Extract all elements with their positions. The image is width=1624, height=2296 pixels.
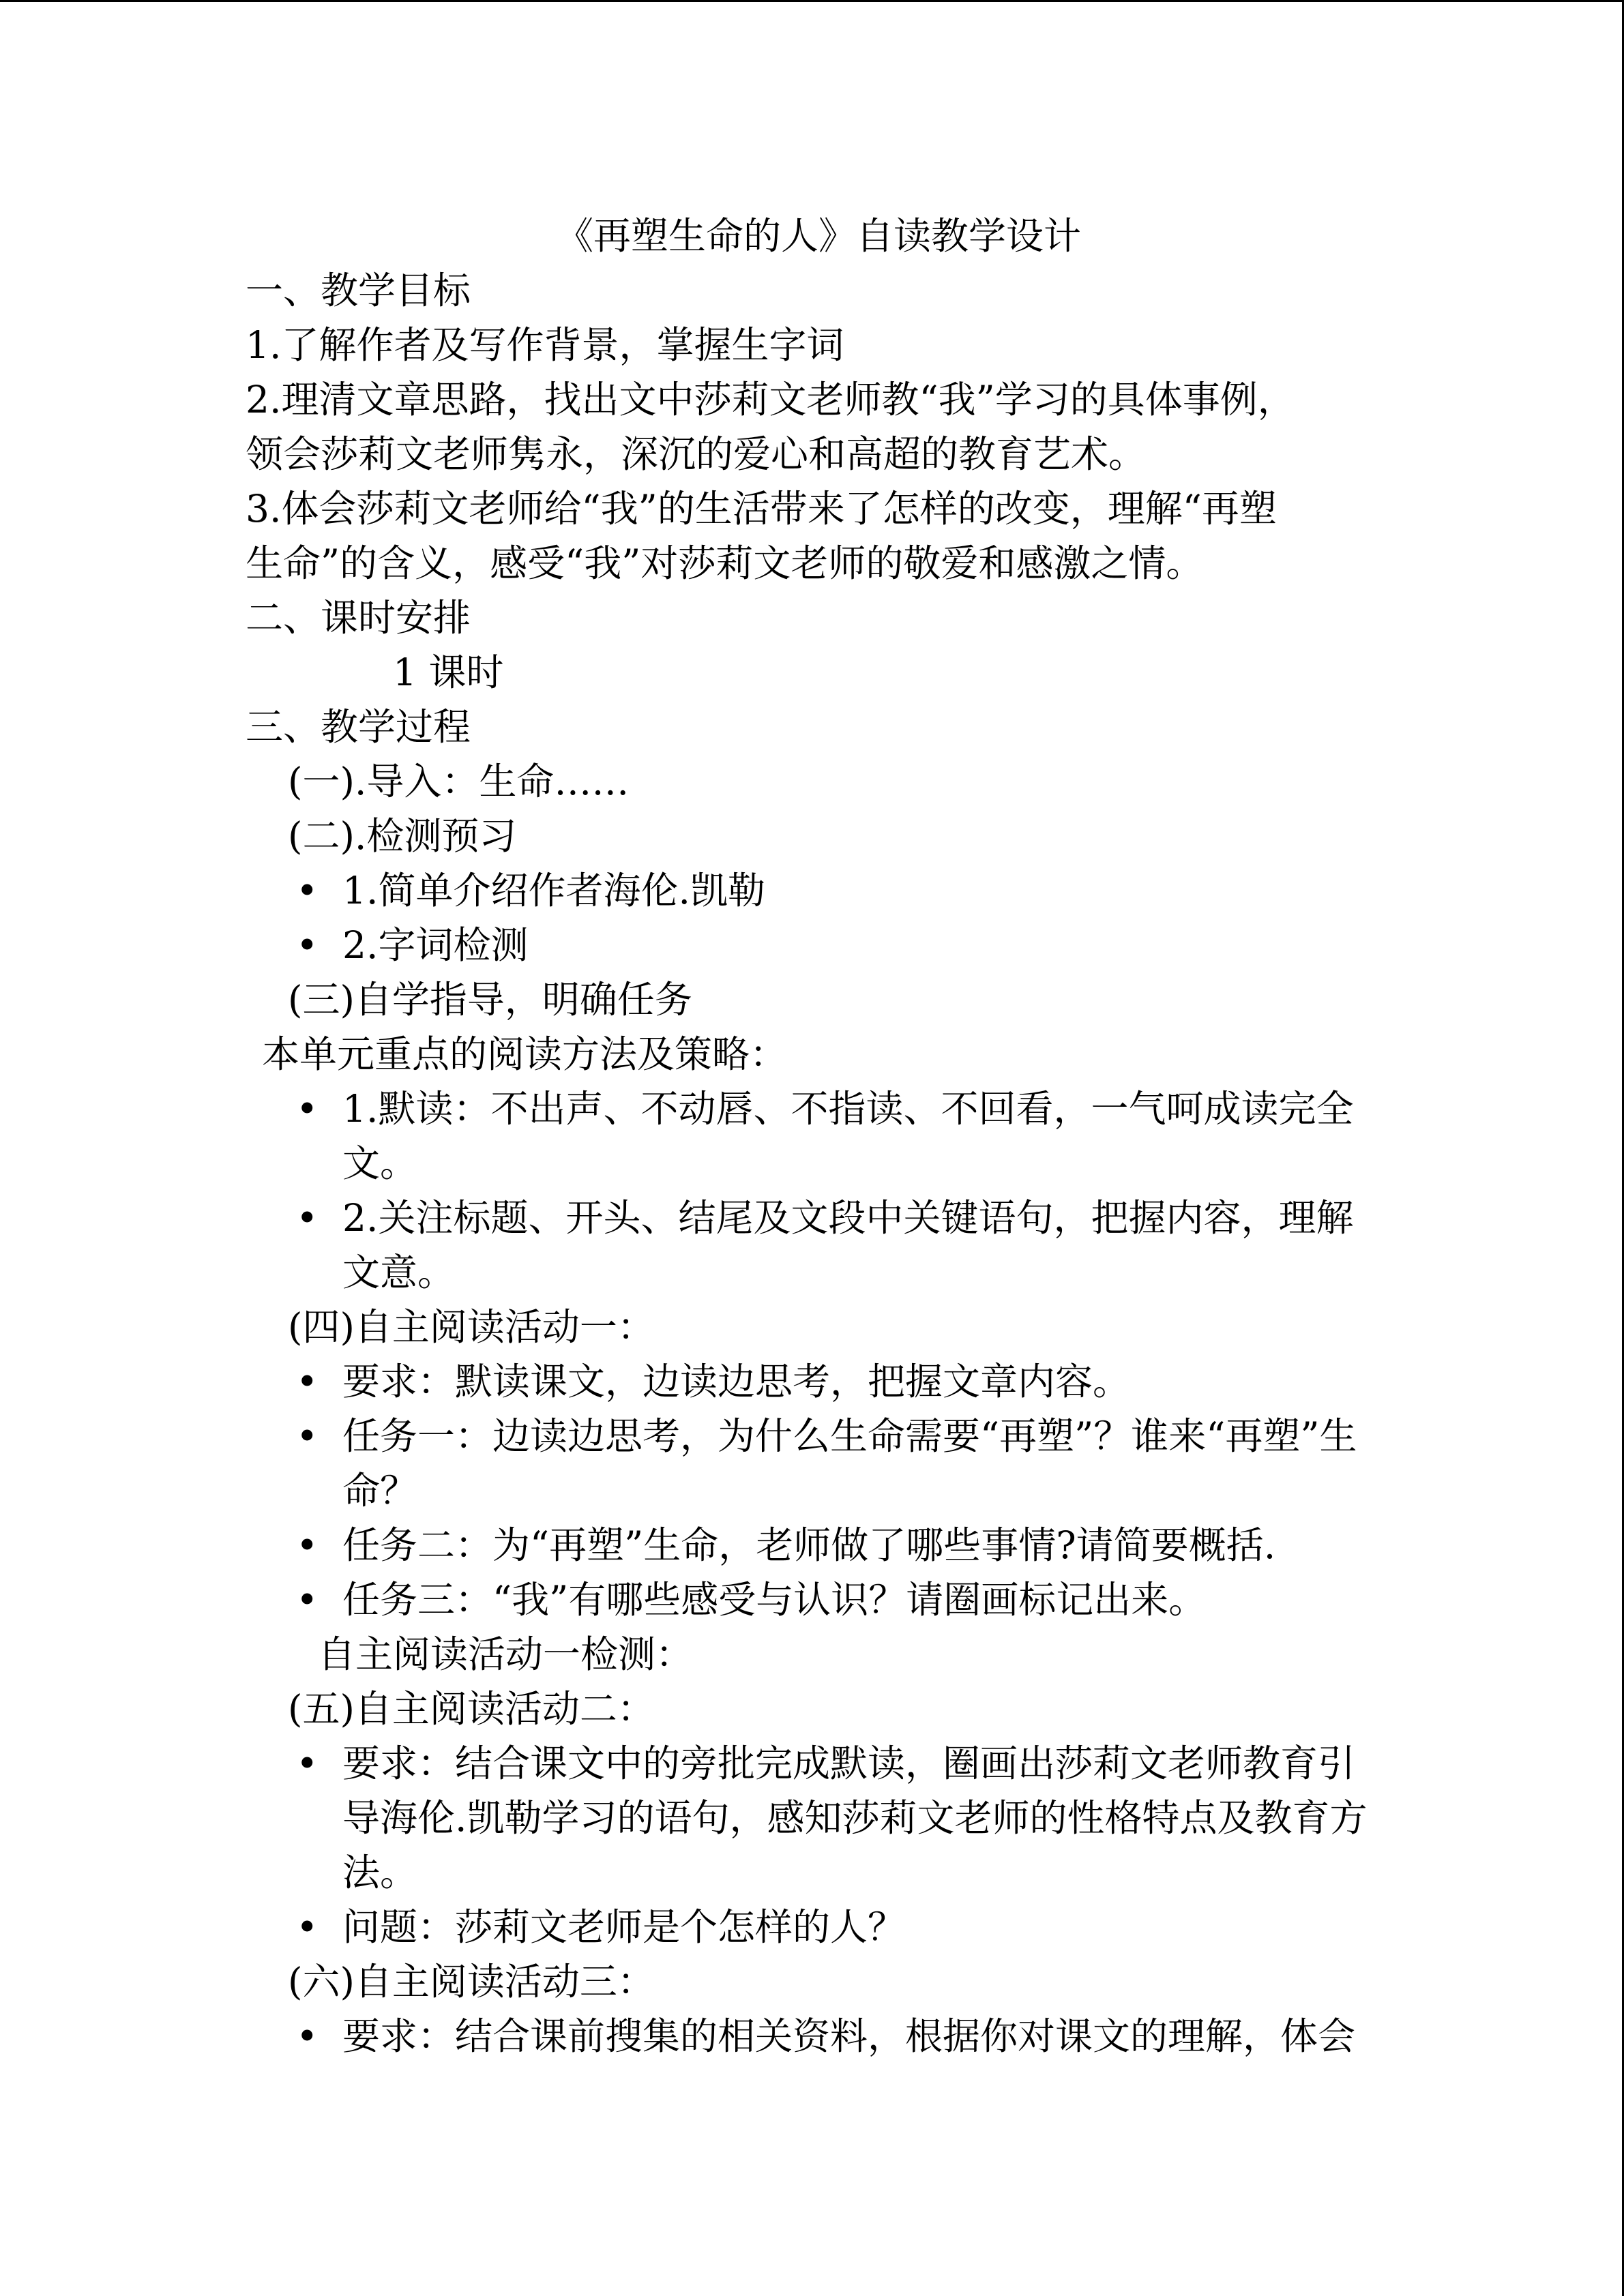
document-page [246,209,1391,2063]
list-item: • 问题：莎莉文老师是个怎样的人？ [246,1900,1391,1954]
list-item: • 要求：默读课文，边读边思考，把握文章内容。 [246,1354,1391,1409]
reading-methods-intro: 本单元重点的阅读方法及策略： [262,1032,788,1076]
document-title: 《再塑生命的人》自读教学设计 [555,214,1081,258]
list-item: • 1.简单介绍作者海伦.凯勒 [246,863,1391,918]
process-step-3: (三)自学指导，明确任务 [288,978,692,1022]
list-item: • 要求：结合课文中的旁批完成默读，圈画出莎莉文老师教育引导海伦.凯勒学习的语句，感知莎莉文老师的性格特点及教育方法。 [246,1736,1391,1900]
process-step-5: (五)自主阅读活动二： [288,1687,655,1731]
list-item: • 1.默读：不出声、不动唇、不指读、不回看，一气呵成读完全文。 [246,1082,1391,1191]
page-frame-top [0,0,1624,2]
goal-3-line-1: 3.体会莎莉文老师给“我”的生活带来了怎样的改变，理解“再塑 [246,487,1277,531]
bullet-icon: • [296,1196,319,1240]
process-step-2: (二).检测预习 [288,814,517,858]
activity-2-list [246,1736,1391,1954]
list-item: • 2.关注标题、开头、结尾及文段中关键语句，把握内容，理解文意。 [246,1191,1391,1300]
goal-3-line-2: 生命”的含义，感受“我”对莎莉文老师的敬爱和感激之情。 [246,541,1204,585]
preview-check-list [246,863,1391,972]
list-item: • 任务二：为“再塑”生命，老师做了哪些事情?请简要概括. [246,1518,1391,1572]
activity-1-check: 自主阅读活动一检测： [318,1632,694,1676]
section-heading-hours: 二、课时安排 [246,596,471,640]
section-heading-goals: 一、教学目标 [246,269,471,312]
reading-methods-list [246,1082,1391,1300]
bullet-icon: • [296,869,319,912]
class-hours: 1 课时 [393,651,504,694]
activity-3-list [246,2009,1391,2063]
list-item: • 2.字词检测 [246,918,1391,972]
section-heading-process: 三、教学过程 [246,705,471,749]
list-item: • 任务三：“我”有哪些感受与认识？请圈画标记出来。 [246,1572,1391,1627]
bullet-icon: • [296,1905,319,1949]
process-step-1: (一).导入：生命…… [288,760,630,803]
list-item: • 要求：结合课前搜集的相关资料，根据你对课文的理解，体会 [246,2009,1391,2063]
goal-1: 1.了解作者及写作背景，掌握生字词 [246,323,844,367]
goal-2-line-1: 2.理清文章思路，找出文中莎莉文老师教“我”学习的具体事例， [246,378,1295,421]
bullet-icon: • [296,1742,319,1785]
goal-2-line-2: 领会莎莉文老师隽永，深沉的爱心和高超的教育艺术。 [246,432,1147,476]
bullet-icon: • [296,1523,319,1567]
bullet-icon: • [296,1087,319,1131]
list-item: • 任务一：边读边思考，为什么生命需要“再塑”？谁来“再塑”生命？ [246,1409,1391,1518]
bullet-icon: • [296,2014,319,2058]
activity-1-list [246,1354,1391,1627]
bullet-icon: • [296,1578,319,1622]
bullet-icon: • [296,1414,319,1458]
process-step-6: (六)自主阅读活动三： [288,1960,655,2003]
bullet-icon: • [296,1360,319,1403]
process-step-4: (四)自主阅读活动一： [288,1305,655,1349]
bullet-icon: • [296,923,319,967]
